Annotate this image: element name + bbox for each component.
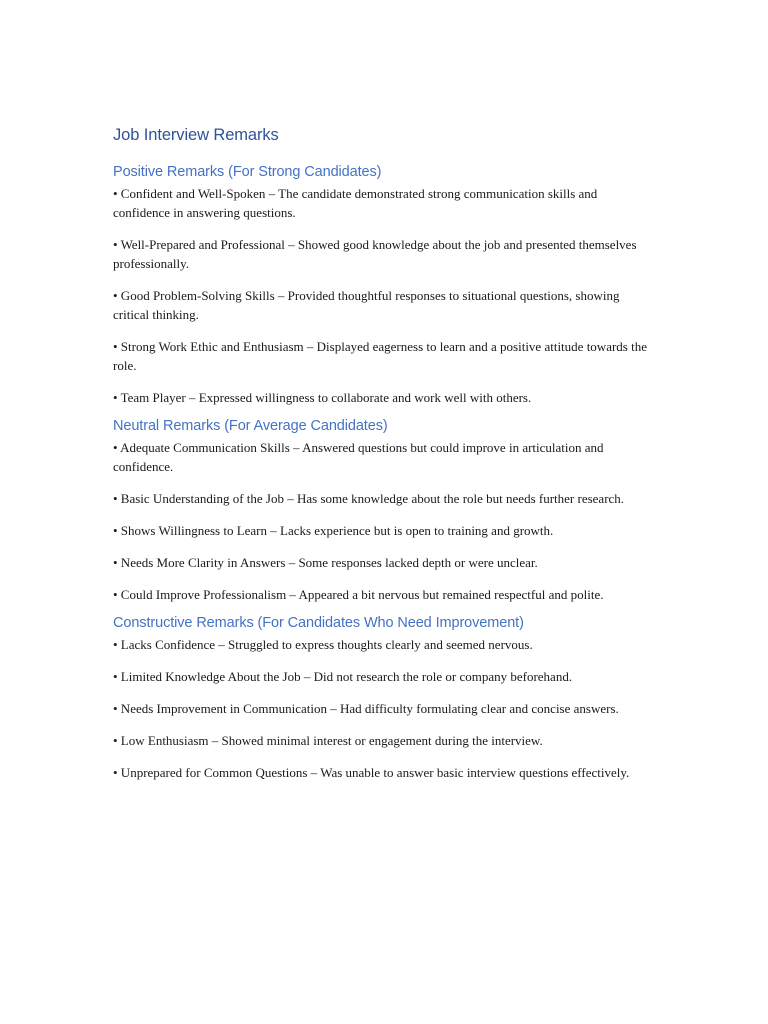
list-item: • Low Enthusiasm – Showed minimal interest or engagement during the interview. [113,733,543,748]
list-item: • Confident and Well-Spoken – The candidate demonstrated strong communication skills and confidence in answering questions. [113,186,598,220]
section-heading: Positive Remarks (For Strong Candidates) [113,164,382,180]
list-item: • Could Improve Professionalism – Appeared a bit nervous but remained respectful and polite. [113,587,604,602]
list-item: • Strong Work Ethic and Enthusiasm – Displayed eagerness to learn and a positive attitude towards the role. [113,339,647,373]
list-item: • Team Player – Expressed willingness to collaborate and work well with others. [113,390,532,405]
list-item: • Basic Understanding of the Job – Has some knowledge about the role but needs further research. [113,491,625,506]
list-item: • Good Problem-Solving Skills – Provided thoughtful responses to situational questions, showing critical thinking. [113,288,620,322]
document-page [113,124,653,791]
section-heading: Constructive Remarks (For Candidates Who Need Improvement) [113,615,524,631]
section-constructive-remarks [113,613,653,782]
list-item: • Shows Willingness to Learn – Lacks experience but is open to training and growth. [113,523,554,538]
list-item: • Unprepared for Common Questions – Was unable to answer basic interview questions effectively. [113,765,630,780]
list-item: • Needs More Clarity in Answers – Some responses lacked depth or were unclear. [113,555,538,570]
section-neutral-remarks [113,416,653,604]
document-title: Job Interview Remarks [113,126,279,144]
list-item: • Limited Knowledge About the Job – Did not research the role or company beforehand. [113,669,573,684]
list-item: • Lacks Confidence – Struggled to express thoughts clearly and seemed nervous. [113,637,533,652]
section-positive-remarks [113,162,653,407]
list-item: • Needs Improvement in Communication – Had difficulty formulating clear and concise answers. [113,701,619,716]
list-item: • Well-Prepared and Professional – Showed good knowledge about the job and presented themselves professionally. [113,237,637,271]
section-heading: Neutral Remarks (For Average Candidates) [113,418,388,434]
list-item: • Adequate Communication Skills – Answered questions but could improve in articulation and confidence. [113,440,604,474]
